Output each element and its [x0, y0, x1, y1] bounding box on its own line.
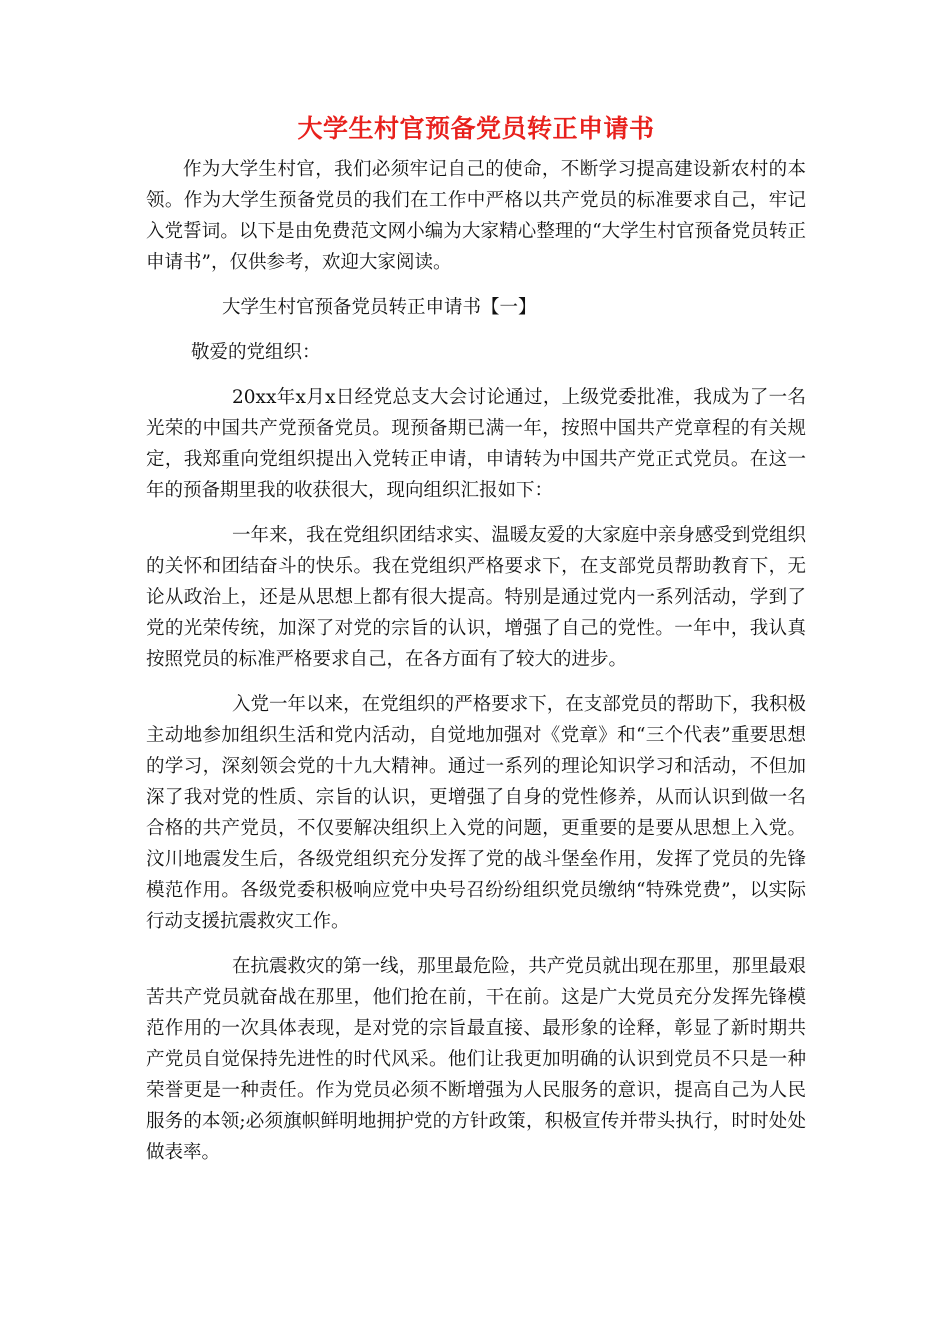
section-title: 大学生村官预备党员转正申请书【一】: [222, 297, 537, 318]
intro-paragraph: 作为大学生村官，我们必须牢记自己的使命，不断学习提高建设新农村的本领。作为大学生预备党员的我们在工作中严格以共产党员的标准要求自己，牢记入党誓词。以下是由免费范文网小编为大家精心整理的“大学生村官预备党员转正申请书”，仅供参考，欢迎大家阅读。: [146, 159, 806, 273]
body-paragraph-1: 20xx年x月x日经党总支大会讨论通过，上级党委批准，我成为了一名光荣的中国共产党预备党员。现预备期已满一年，按照中国共产党章程的有关规定，我郑重向党组织提出入党转正申请，申请转为中国共产党正式党员。在这一年的预备期里我的收获很大，现向组织汇报如下：: [146, 387, 806, 501]
body-paragraph-4: 在抗震救灾的第一线，那里最危险，共产党员就出现在那里，那里最艰苦共产党员就奋战在那里，他们抢在前，干在前。这是广大党员充分发挥先锋模范作用的一次具体表现，是对党的宗旨最直接、最形象的诠释，彰显了新时期共产党员自觉保持先进性的时代风采。他们让我更加明确的认识到党员不只是一种荣誉更是一种责任。作为党员必须不断增强为人民服务的意识，提高自己为人民服务的本领;必须旗帜鲜明地拥护党的方针政策，积极宣传并带头执行，时时处处做表率。: [146, 956, 806, 1163]
document-page: [146, 112, 806, 1182]
body-paragraph-2: 一年来，我在党组织团结求实、温暖友爱的大家庭中亲身感受到党组织的关怀和团结奋斗的快乐。我在党组织严格要求下，在支部党员帮助教育下，无论从政治上，还是从思想上都有很大提高。特别是通过党内一系列活动，学到了党的光荣传统，加深了对党的宗旨的认识，增强了自己的党性。一年中，我认真按照党员的标准严格要求自己，在各方面有了较大的进步。: [146, 525, 806, 670]
document-title: 大学生村官预备党员转正申请书: [297, 114, 655, 143]
greeting: 敬爱的党组织：: [191, 342, 321, 363]
body-paragraph-3: 入党一年以来，在党组织的严格要求下，在支部党员的帮助下，我积极主动地参加组织生活和党内活动，自觉地加强对《党章》和“三个代表”重要思想的学习，深刻领会党的十九大精神。通过一系列的理论知识学习和活动，不但加深了我对党的性质、宗旨的认识，更增强了自身的党性修养，从而认识到做一名合格的共产党员，不仅要解决组织上入党的问题，更重要的是要从思想上入党。汶川地震发生后，各级党组织充分发挥了党的战斗堡垒作用，发挥了党员的先锋模范作用。各级党委积极响应党中央号召纷纷组织党员缴纳“特殊党费”，以实际行动支援抗震救灾工作。: [146, 694, 806, 932]
